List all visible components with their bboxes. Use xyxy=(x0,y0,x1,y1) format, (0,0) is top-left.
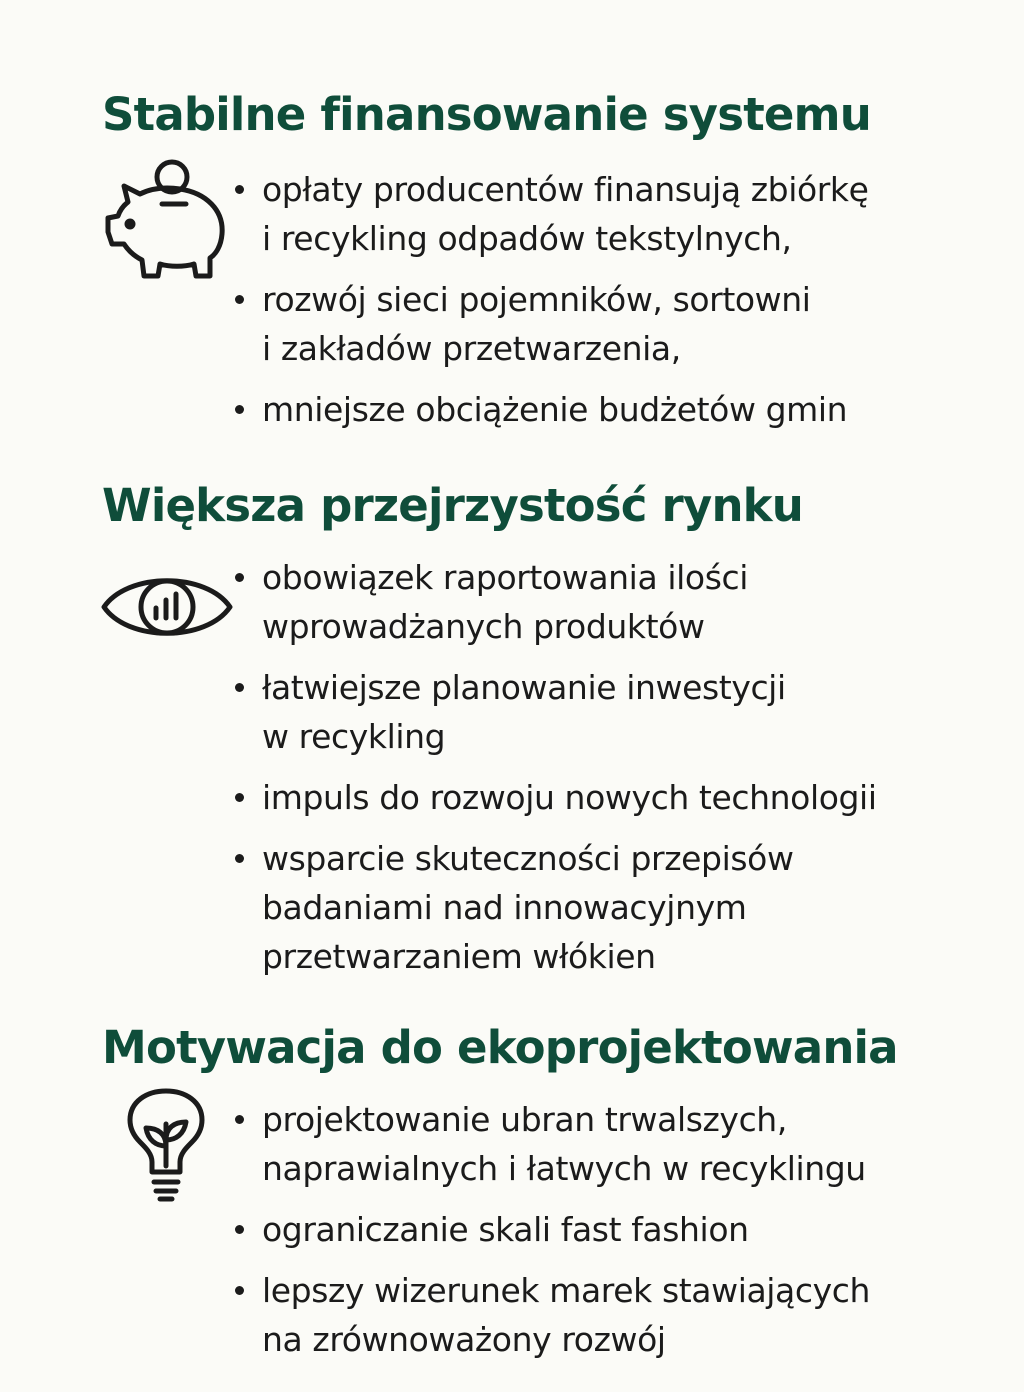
bullet-list xyxy=(235,1095,955,1376)
bullet-dot xyxy=(235,1286,244,1295)
bullet-dot xyxy=(235,683,244,692)
eye-chart-icon xyxy=(100,562,234,652)
list-item: wsparcie skuteczności przepisów badaniami nad innowacyjnym przetwarzaniem włókien xyxy=(235,834,955,981)
bullet-dot xyxy=(235,1115,244,1124)
piggy-bank-icon xyxy=(100,156,228,284)
lightbulb-sprout-icon xyxy=(126,1088,206,1202)
list-item: impuls do rozwoju nowych technologii xyxy=(235,773,955,822)
list-item: projektowanie ubran trwalszych, naprawialnych i łatwych w recyklingu xyxy=(235,1095,955,1193)
list-item: mniejsze obciążenie budżetów gmin xyxy=(235,385,955,434)
list-item: ograniczanie skali fast fashion xyxy=(235,1205,955,1254)
bullet-dot xyxy=(235,573,244,582)
list-item: rozwój sieci pojemników, sortowni i zakładów przetwarzenia, xyxy=(235,275,955,373)
section-title: Większa przejrzystość rynku xyxy=(102,479,804,532)
bullet-dot xyxy=(235,793,244,802)
section-title: Stabilne finansowanie systemu xyxy=(102,88,871,141)
bullet-dot xyxy=(235,854,244,863)
bullet-list xyxy=(235,553,955,993)
bullet-dot xyxy=(235,405,244,414)
list-item: lepszy wizerunek marek stawiających na zrównoważony rozwój xyxy=(235,1266,955,1364)
list-item: obowiązek raportowania ilości wprowadżanych produktów xyxy=(235,553,955,651)
list-item: opłaty producentów finansują zbiórkę i recykling odpadów tekstylnych, xyxy=(235,165,955,263)
bullet-dot xyxy=(235,1225,244,1234)
bullet-list xyxy=(235,165,955,446)
bullet-dot xyxy=(235,295,244,304)
bullet-dot xyxy=(235,185,244,194)
list-item: łatwiejsze planowanie inwestycji w recykling xyxy=(235,663,955,761)
section-title: Motywacja do ekoprojektowania xyxy=(102,1021,898,1074)
